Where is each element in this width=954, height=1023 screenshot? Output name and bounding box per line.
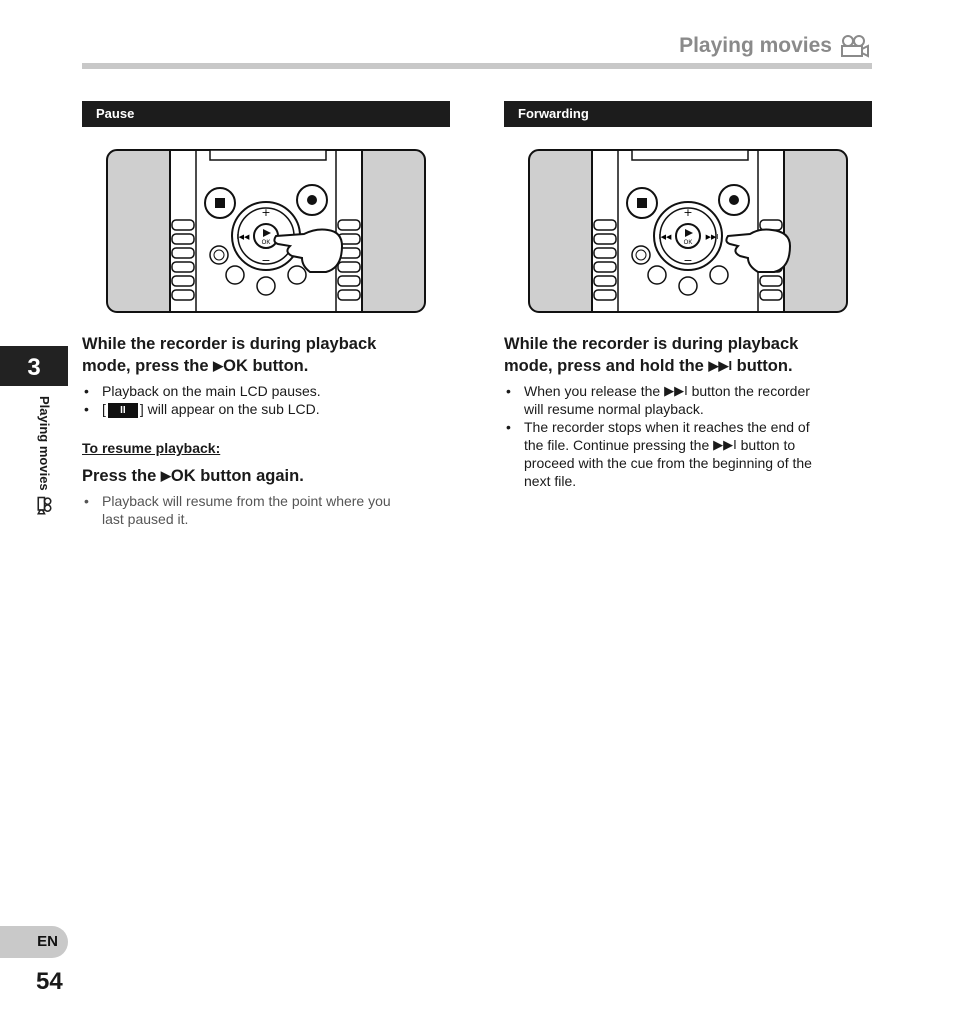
bullet-text: ] will appear on the sub LCD. <box>139 401 320 417</box>
resume-heading-text: Press the <box>82 467 161 485</box>
play-icon: ▶ <box>213 358 224 373</box>
list-item <box>82 492 452 528</box>
list-item: • Playback on the main LCD pauses. <box>82 382 452 400</box>
list-item <box>504 382 874 418</box>
pause-heading-text: mode, press the <box>82 357 214 375</box>
language-tab: EN <box>0 926 68 958</box>
list-item <box>504 418 874 490</box>
pause-heading-line1: While the recorder is during playback <box>82 335 377 353</box>
header-divider <box>82 63 872 69</box>
resume-subtitle: To resume playback: <box>82 440 221 456</box>
movie-camera-icon <box>838 34 870 58</box>
recorder-illustration-forwarding <box>528 148 850 316</box>
fast-forward-icon: ▶▶I <box>664 383 688 398</box>
forwarding-bullets <box>504 382 874 490</box>
bullet-text: next file. <box>524 473 577 489</box>
bullet-text: will resume normal playback. <box>524 401 704 417</box>
fast-forward-icon: ▶▶I <box>708 358 733 373</box>
chapter-label-text: Playing movies <box>37 396 52 491</box>
svg-text:OK: OK <box>683 240 693 246</box>
forwarding-heading-text: mode, press and hold the <box>504 357 709 375</box>
recorder-illustration-pause <box>106 148 428 316</box>
svg-text:+: + <box>683 206 693 219</box>
forwarding-heading-text-end: button. <box>732 357 793 375</box>
bullet-text: the file. Continue pressing the <box>524 437 714 453</box>
bullet-text: button the recorder <box>687 383 810 399</box>
header-title-text: Playing movies <box>679 34 832 57</box>
bullet-text: Playback will resume from the point where you <box>102 493 391 509</box>
forwarding-heading-line1: While the recorder is during playback <box>504 335 799 353</box>
bullet-text: last paused it. <box>102 511 189 527</box>
bullet-text: When you release the <box>524 383 665 399</box>
bracket-open: [ <box>102 401 106 417</box>
bullet-text: button to <box>736 437 796 453</box>
resume-heading <box>82 465 452 487</box>
svg-text:−: − <box>261 254 271 267</box>
page-header-title <box>679 34 870 58</box>
forwarding-heading <box>504 334 874 377</box>
pause-indicator-icon: II <box>108 403 138 418</box>
section-bar-forwarding: Forwarding <box>504 101 872 127</box>
chapter-label <box>37 396 52 515</box>
svg-text:−: − <box>683 254 693 267</box>
svg-text:I◀◀: I◀◀ <box>236 233 250 241</box>
chapter-tab: 3 <box>0 346 68 386</box>
movie-camera-icon <box>37 495 52 515</box>
svg-text:OK: OK <box>261 240 271 246</box>
play-icon: ▶ <box>160 468 171 483</box>
svg-text:▶▶I: ▶▶I <box>705 233 719 241</box>
svg-text:+: + <box>261 206 271 219</box>
svg-text:I◀◀: I◀◀ <box>658 233 672 241</box>
bullet-text: The recorder stops when it reaches the end of <box>524 419 810 435</box>
pause-heading-text-end: OK button. <box>223 357 309 375</box>
pause-bullets <box>82 382 452 418</box>
list-item <box>82 400 452 418</box>
pause-heading-line2 <box>82 355 452 377</box>
resume-bullets <box>82 492 452 528</box>
forwarding-heading-line2 <box>504 355 874 377</box>
resume-heading-text-end: OK button again. <box>170 467 304 485</box>
page-number: 54 <box>36 968 63 995</box>
bullet-text: proceed with the cue from the beginning of the <box>524 455 812 471</box>
pause-heading <box>82 334 452 377</box>
fast-forward-icon: ▶▶I <box>713 437 737 452</box>
section-bar-pause: Pause <box>82 101 450 127</box>
